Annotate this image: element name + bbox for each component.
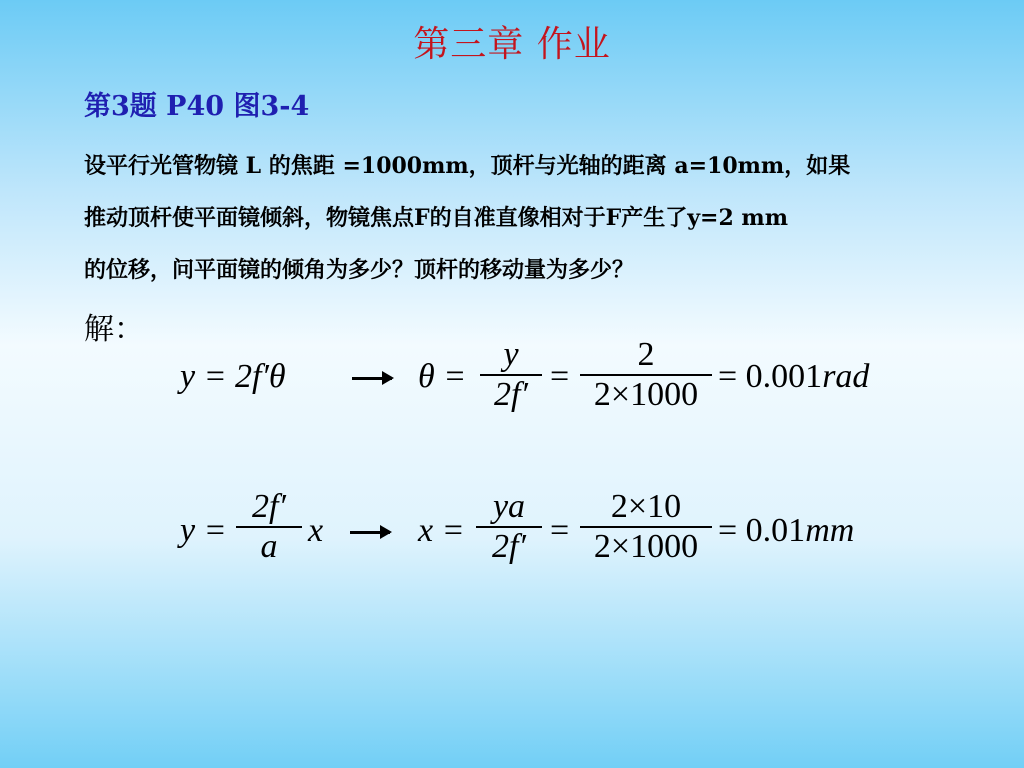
problem-text	[84, 140, 994, 296]
eq1-frac1-numerator: y	[503, 336, 519, 373]
eq1-fraction-2	[580, 336, 712, 414]
eq2-frac2-denominator: 2×1000	[593, 528, 699, 565]
eq1-lhs: y = 2f′θ	[180, 358, 286, 395]
eq2-frac1-numerator: ya	[492, 488, 526, 525]
eq2-result-value: = 0.01	[718, 512, 806, 549]
eq2-lhs-x: x	[308, 512, 324, 549]
eq2-arrow-icon	[350, 531, 390, 534]
eq2-result	[718, 512, 854, 550]
eq1-frac2-numerator: 2	[637, 336, 655, 373]
eq2-fraction-1	[476, 488, 542, 566]
eq2-lhs-fraction	[236, 488, 302, 566]
eq2-fraction-2	[580, 488, 712, 566]
eq1-result-lhs: θ =	[418, 358, 467, 395]
eq1-frac1-denominator: 2f′	[494, 376, 528, 413]
eq1-result	[718, 358, 869, 396]
eq1-fraction-1	[480, 336, 542, 414]
problem-line-2: 推动顶杆使平面镜倾斜，物镜焦点F的自准直像相对于F产生了y=2 mm	[84, 205, 788, 231]
problem-line-1: 设平行光管物镜 L 的焦距 =1000mm，顶杆与光轴的距离 a=10mm，如果	[84, 153, 851, 179]
eq1-result-unit: rad	[822, 358, 870, 395]
problem-line-3: 的位移，问平面镜的倾角为多少？顶杆的移动量为多少？	[84, 257, 635, 283]
eq1-result-value: = 0.001	[718, 358, 823, 395]
slide-title: 第三章 作业	[413, 24, 611, 65]
eq2-frac1-denominator: 2f′	[492, 528, 526, 565]
eq1-arrow-icon	[352, 377, 392, 380]
problem-heading: 第3题 P40 图3-4	[84, 91, 310, 122]
solution-label: 解：	[84, 312, 144, 347]
eq1-equals: =	[550, 358, 570, 395]
eq2-lhs: y =	[180, 512, 227, 549]
eq2-result-unit: mm	[805, 512, 855, 549]
eq2-lhs-numerator: 2f′	[252, 488, 286, 525]
eq2-frac2-numerator: 2×10	[610, 488, 682, 525]
eq2-result-lhs: x =	[418, 512, 465, 549]
eq2-lhs-denominator: a	[260, 528, 278, 565]
eq1-frac2-denominator: 2×1000	[593, 376, 699, 413]
eq2-equals: =	[550, 512, 570, 549]
